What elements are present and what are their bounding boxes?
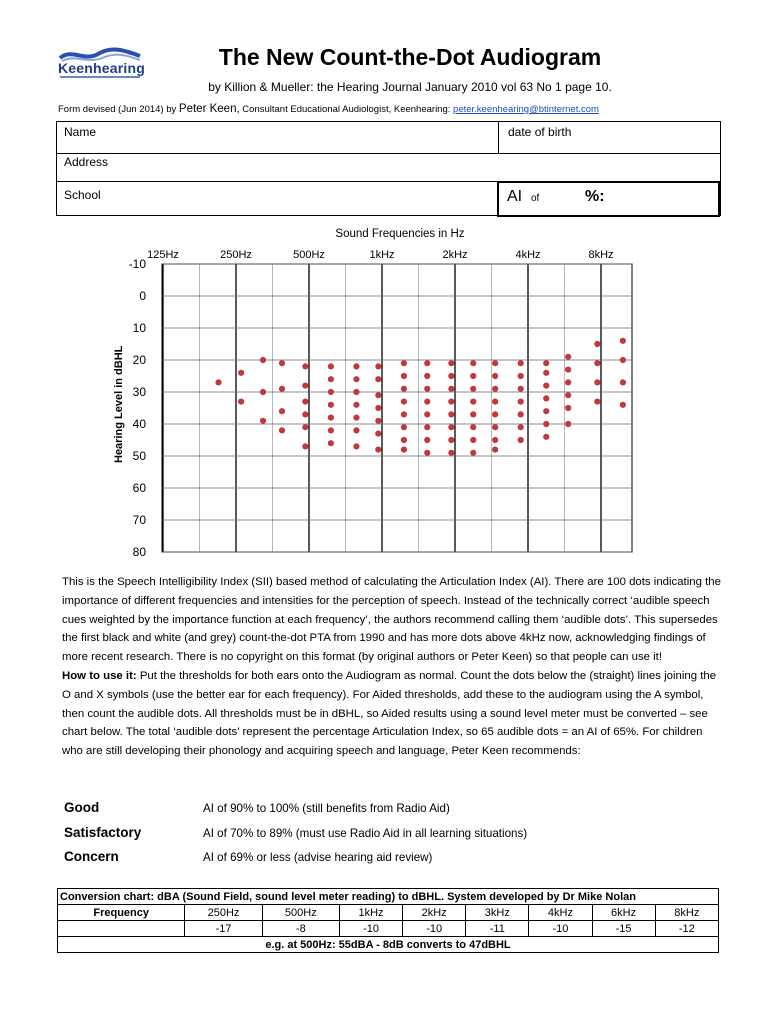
value-cell: -17	[185, 921, 262, 937]
rec-satisfactory-desc: AI of 70% to 89% (must use Radio Aid in all learning situations)	[203, 827, 528, 840]
audible-dot	[594, 399, 600, 405]
audible-dot	[543, 383, 549, 389]
audible-dot	[424, 399, 430, 405]
audiogram-chart[interactable]	[110, 243, 640, 563]
chart-title: Sound Frequencies in Hz	[335, 228, 465, 240]
audible-dots	[215, 338, 640, 456]
page-subtitle: by Killion & Mueller: the Hearing Journal January 2010 vol 63 No 1 page 10.	[208, 80, 612, 94]
audible-dot	[565, 392, 571, 398]
y-tick-label: 30	[132, 385, 146, 399]
rec-concern-label: Concern	[64, 849, 119, 864]
audible-dot	[375, 392, 381, 398]
audible-dot	[302, 363, 308, 369]
audible-dot	[353, 427, 359, 433]
audible-dot	[328, 440, 334, 446]
audible-dot	[470, 411, 476, 417]
audible-dot	[594, 360, 600, 366]
audible-dot	[375, 431, 381, 437]
audible-dot	[424, 373, 430, 379]
audible-dot	[492, 399, 498, 405]
audible-dot	[492, 424, 498, 430]
audible-dot	[279, 386, 285, 392]
chart-grid	[162, 264, 632, 552]
rec-concern-desc: AI of 69% or less (advise hearing aid review)	[203, 851, 433, 864]
freq-cell: 1kHz	[339, 905, 402, 921]
audible-dot	[260, 389, 266, 395]
devised-role: Consultant Educational Audiologist, Keenhearing:	[242, 104, 451, 115]
intro-paragraph: This is the Speech Intelligibility Index (SII) based method of calculating the Articulation Index (AI). There are 100 dots indicating the importance of different frequencies and intensities for the perception of speech. Instead of the technically correct ‘audible speech cues weighted by the importance function at each frequency’, the authors recommend calling them ‘audible dots’. This supersedes the first black and white (and grey) count-the-dot PTA from 1990 and has more dots above 4kHz now, acknowledging findings of more recent research. There is no copyright on this format (by original authors or Peter Keen) so that people can use it!	[62, 576, 721, 664]
instructions-text	[62, 573, 722, 761]
audible-dot	[518, 386, 524, 392]
y-tick-label: 50	[132, 449, 146, 463]
value-cell: -11	[466, 921, 529, 937]
audible-dot	[470, 373, 476, 379]
audible-dot	[401, 424, 407, 430]
audible-dot	[328, 402, 334, 408]
audible-dot	[543, 360, 549, 366]
audible-dot	[260, 357, 266, 363]
address-field[interactable]: Address	[64, 155, 109, 169]
x-tick-label: 1kHz	[369, 249, 395, 261]
freq-cell: 8kHz	[655, 905, 718, 921]
table-row	[58, 905, 719, 921]
audible-dot	[424, 450, 430, 456]
audible-dot	[492, 360, 498, 366]
dob-field[interactable]: date of birth	[508, 125, 572, 139]
x-tick-label: 4kHz	[515, 249, 541, 261]
audible-dot	[302, 443, 308, 449]
audible-dot	[260, 418, 266, 424]
audible-dot	[302, 383, 308, 389]
rec-good-label: Good	[64, 800, 100, 815]
logo-underline	[60, 76, 140, 83]
audible-dot	[302, 411, 308, 417]
value-cell: -15	[592, 921, 655, 937]
audible-dot	[492, 373, 498, 379]
y-tick-label: 80	[132, 545, 146, 559]
audible-dot	[328, 415, 334, 421]
logo-brand: Keenhearing	[58, 60, 145, 76]
audible-dot	[328, 376, 334, 382]
devised-prefix: Form devised (Jun 2014) by	[58, 104, 177, 115]
y-tick-label: 0	[139, 289, 146, 303]
audible-dot	[543, 370, 549, 376]
y-tick-labels	[129, 257, 147, 559]
form-divider	[498, 122, 499, 153]
audible-dot	[594, 379, 600, 385]
audible-dot	[302, 424, 308, 430]
audible-dot	[448, 411, 454, 417]
audible-dot	[470, 450, 476, 456]
email-link[interactable]: peter.keenhearing@btinternet.com	[453, 104, 599, 115]
audible-dot	[448, 386, 454, 392]
audible-dot	[470, 360, 476, 366]
audible-dot	[401, 399, 407, 405]
audible-dot	[238, 399, 244, 405]
audible-dot	[448, 424, 454, 430]
ai-of-label: of	[531, 193, 540, 204]
audible-dot	[375, 376, 381, 382]
audible-dot	[620, 357, 626, 363]
audible-dot	[401, 386, 407, 392]
audible-dot	[565, 367, 571, 373]
audible-dot	[353, 443, 359, 449]
how-to-paragraph	[62, 667, 722, 761]
audible-dot	[470, 437, 476, 443]
table-row	[58, 937, 719, 953]
page-title: The New Count-the-Dot Audiogram	[218, 44, 602, 70]
value-cell: -12	[655, 921, 718, 937]
audible-dot	[353, 363, 359, 369]
value-cell: -10	[339, 921, 402, 937]
freq-cell: 250Hz	[185, 905, 262, 921]
audible-dot	[492, 447, 498, 453]
conversion-example: e.g. at 500Hz: 55dBA - 8dB converts to 47dBHL	[58, 937, 719, 953]
x-tick-label: 8kHz	[588, 249, 614, 261]
y-tick-label: 40	[132, 417, 146, 431]
y-axis-label: Hearing Level in dBHL	[113, 345, 125, 463]
audible-dot	[375, 418, 381, 424]
audible-dot	[328, 363, 334, 369]
y-tick-label: 10	[132, 321, 146, 335]
audible-dot	[518, 411, 524, 417]
audible-dot	[215, 379, 221, 385]
audible-dot	[518, 437, 524, 443]
audible-dot	[424, 437, 430, 443]
audible-dot	[375, 363, 381, 369]
audible-dot	[302, 399, 308, 405]
audible-dot	[565, 421, 571, 427]
audible-dot	[518, 399, 524, 405]
audible-dot	[620, 379, 626, 385]
freq-cell: 6kHz	[592, 905, 655, 921]
x-tick-label: 2kHz	[442, 249, 468, 261]
school-field[interactable]: School	[64, 188, 101, 202]
audible-dot	[448, 450, 454, 456]
audible-dot	[353, 415, 359, 421]
audible-dot	[279, 427, 285, 433]
y-tick-label: -10	[128, 257, 146, 271]
table-row	[58, 921, 719, 937]
audible-dot	[543, 395, 549, 401]
audible-dot	[543, 421, 549, 427]
audible-dot	[470, 399, 476, 405]
audible-dot	[353, 402, 359, 408]
audible-dot	[424, 360, 430, 366]
keenhearing-logo	[58, 46, 145, 80]
how-to-label: How to use it:	[62, 669, 137, 682]
ai-percent-label: %:	[585, 188, 605, 205]
audible-dot	[424, 411, 430, 417]
ai-result-box[interactable]	[497, 181, 720, 217]
name-field[interactable]: Name	[64, 125, 97, 139]
audible-dot	[353, 389, 359, 395]
audible-dot	[470, 424, 476, 430]
audible-dot	[424, 424, 430, 430]
conversion-heading: Conversion chart: dBA (Sound Field, sound level meter reading) to dBHL. System developed by Dr Mike Nolan	[58, 889, 719, 905]
audible-dot	[620, 402, 626, 408]
rec-satisfactory-label: Satisfactory	[64, 825, 142, 840]
audible-dot	[543, 434, 549, 440]
value-cell: -8	[262, 921, 339, 937]
form-devised-line	[58, 103, 738, 115]
audible-dot	[565, 379, 571, 385]
x-tick-label: 250Hz	[220, 249, 252, 261]
x-tick-label: 500Hz	[293, 249, 325, 261]
y-tick-label: 20	[132, 353, 146, 367]
audible-dot	[279, 360, 285, 366]
audible-dot	[448, 399, 454, 405]
audible-dot	[565, 405, 571, 411]
audible-dot	[518, 360, 524, 366]
frequency-header: Frequency	[58, 905, 185, 921]
audible-dot	[492, 437, 498, 443]
y-tick-label: 70	[132, 513, 146, 527]
devised-name: Peter Keen,	[178, 103, 240, 115]
plot-frame	[162, 264, 632, 552]
audible-dot	[401, 373, 407, 379]
x-tick-labels	[147, 249, 613, 261]
conversion-table	[57, 888, 719, 953]
audible-dot	[543, 408, 549, 414]
audible-dot	[424, 386, 430, 392]
ai-label: AI	[507, 188, 523, 205]
audible-dot	[448, 373, 454, 379]
audible-dot	[375, 405, 381, 411]
audible-dot	[594, 341, 600, 347]
y-tick-label: 60	[132, 481, 146, 495]
freq-cell: 2kHz	[403, 905, 466, 921]
audible-dot	[448, 360, 454, 366]
value-cell: -10	[529, 921, 592, 937]
audible-dot	[238, 370, 244, 376]
table-row	[58, 889, 719, 905]
audible-dot	[470, 386, 476, 392]
empty-cell	[58, 921, 185, 937]
audible-dot	[401, 411, 407, 417]
audible-dot	[492, 411, 498, 417]
audible-dot	[353, 376, 359, 382]
audible-dot	[328, 389, 334, 395]
freq-cell: 500Hz	[262, 905, 339, 921]
audible-dot	[328, 427, 334, 433]
freq-cell: 4kHz	[529, 905, 592, 921]
audible-dot	[492, 386, 498, 392]
audible-dot	[401, 447, 407, 453]
audible-dot	[279, 408, 285, 414]
x-tick-label: 125Hz	[147, 249, 179, 261]
audible-dot	[518, 424, 524, 430]
freq-cell: 3kHz	[466, 905, 529, 921]
audible-dot	[518, 373, 524, 379]
value-cell: -10	[403, 921, 466, 937]
audible-dot	[565, 354, 571, 360]
audible-dot	[620, 338, 626, 344]
how-to-text: Put the thresholds for both ears onto the Audiogram as normal. Count the dots below the (straight) lines joining the O and X symbols (use the better ear for each frequency). For Aided thresholds, add these to the audiogram using the A symbol, then count the audible dots. All thresholds must be in dBHL, so Aided results using a sound level meter must be converted – see chart below. The total ‘audible dots’ represent the percentage Articulation Index, so 65 audible dots = an AI of 65%. For children who are still developing their phonology and acquiring speech and language, Peter Keen recommends:	[62, 669, 717, 758]
audible-dot	[375, 447, 381, 453]
audible-dot	[448, 437, 454, 443]
audible-dot	[401, 437, 407, 443]
form-divider	[57, 153, 720, 154]
audible-dot	[401, 360, 407, 366]
rec-good-desc: AI of 90% to 100% (still benefits from Radio Aid)	[203, 802, 450, 815]
